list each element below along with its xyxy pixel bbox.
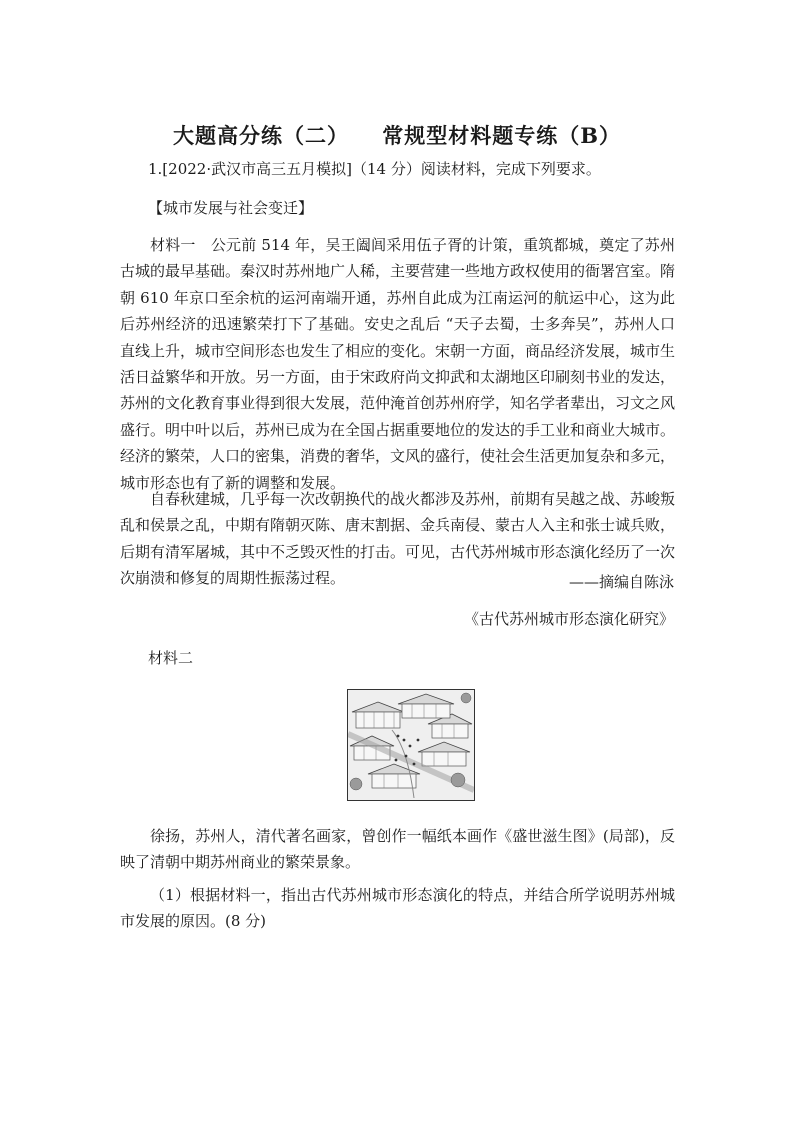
painting-image [347, 689, 475, 801]
material-two-caption: 徐扬，苏州人，清代著名画家，曾创作一幅纸本画作《盛世滋生图》(局部)，反映了清朝中期苏州商业的繁荣景象。 [120, 827, 675, 872]
sub-question-1: （1）根据材料一，指出古代苏州城市形态演化的特点，并结合所学说明苏州城市发展的原因。(8 分) [120, 886, 675, 931]
source-author: ——摘编自陈泳 [568, 573, 674, 591]
material-one-paragraph-2: 自春秋建城，几乎每一次改朝换代的战火都涉及苏州，前期有吴越之战、苏峻叛乱和侯景之乱，中期有隋朝灭陈、唐末割据、金兵南侵、蒙古人入主和张士诚兵败，后期有清军屠城，其中不乏毁灭性的打击。可见，古代苏州城市形态演化经历了一次次崩溃和修复的周期性振荡过程。 [120, 490, 676, 588]
page-title: 大题高分练（二） 常规型材料题专练（B） [173, 123, 621, 148]
material-one-paragraph-1: 材料一 公元前 514 年，吴王阖闾采用伍子胥的计策，重筑都城，奠定了苏州古城的最早基础。秦汉时苏州地广人稀，主要营建一些地方政权使用的衙署宫室。隋朝 610 年京口至余杭的运河南端开通，苏州自此成为江南运河的航运中心，这为此后苏州经济的迅速繁荣打下了基础。安史之乱后 “天子去蜀，士多奔吴”，苏州人口直线上升，城市空间形态也发生了相应的变化。宋朝一方面，商品经济发展，城市生活日益繁华和开放。另一方面，由于宋政府尚文抑武和太湖地区印刷刻书业的发达，苏州的文化教育事业得到很大发展，范仲淹首创苏州府学，知名学者辈出，习文之风盛行。明中叶以后，苏州已成为在全国占据重要地位的发达的手工业和商业大城市。经济的繁荣，人口的密集，消费的奢华，文风的盛行，使社会生活更加复杂和多元，城市形态也有了新的调整和发展。 [120, 236, 676, 492]
source-title: 《古代苏州城市形态演化研究》 [463, 610, 674, 628]
question-header: 1.[2022·武汉市高三五月模拟]（14 分）阅读材料，完成下列要求。 [148, 160, 601, 178]
topic-heading: 【城市发展与社会变迁】 [148, 199, 314, 217]
painting-illustration [348, 690, 474, 800]
material-two-label: 材料二 [148, 649, 194, 667]
